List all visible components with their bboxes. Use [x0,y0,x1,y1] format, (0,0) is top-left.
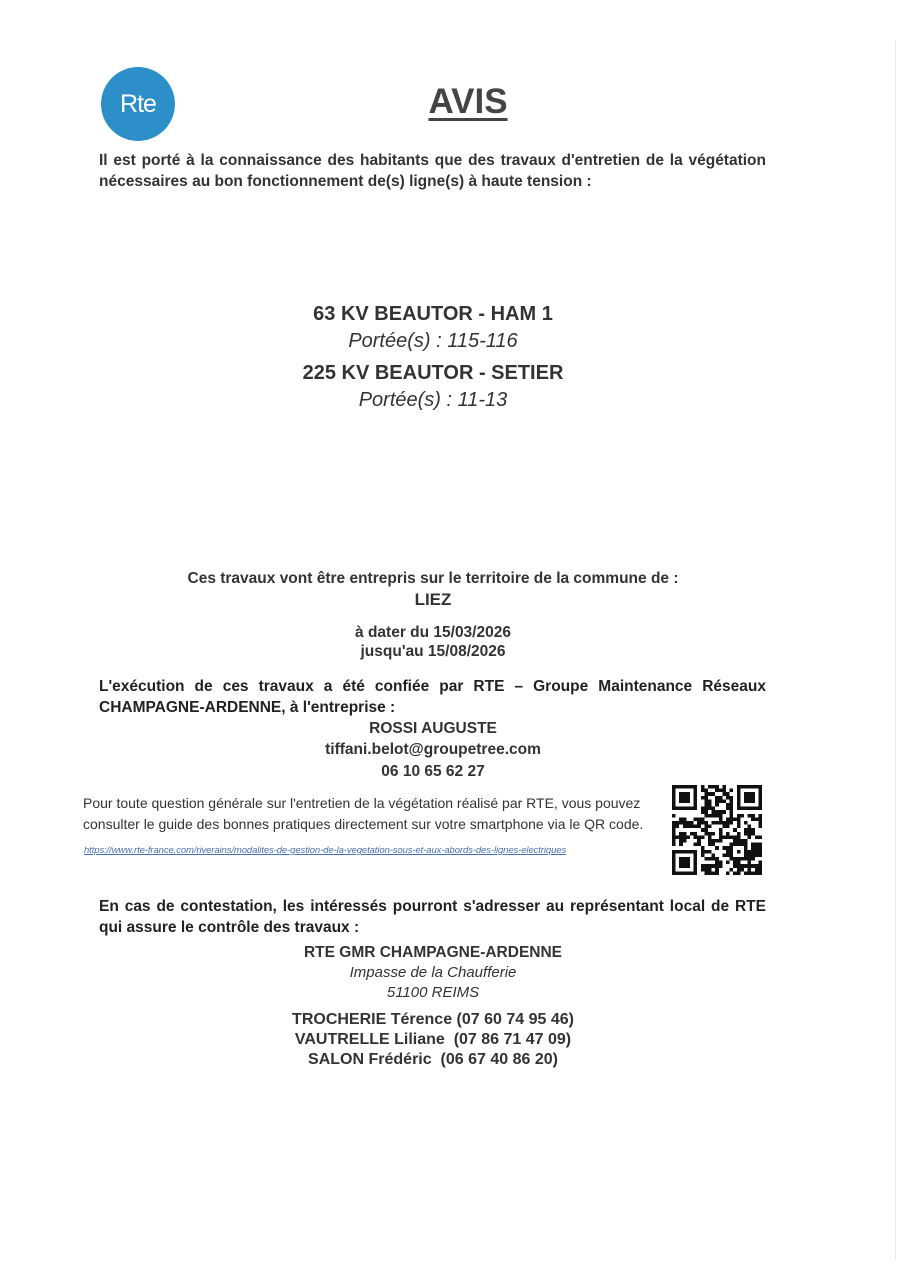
date-to: jusqu'au 15/08/2026 [360,643,506,660]
territory-text: Ces travaux vont être entrepris sur le territoire de la commune de : [187,570,679,587]
date-from: à dater du 15/03/2026 [355,624,511,641]
contact-1: TROCHERIE Térence (07 60 74 95 46) [292,1011,574,1028]
scan-edge-line [895,40,896,1260]
representative-address-2: 51100 REIMS [386,984,480,1001]
company-name: ROSSI AUGUSTE [369,720,497,737]
execution-paragraph: L'exécution de ces travaux a été confiée par RTE – Groupe Maintenance Réseaux CHAMPAGNE-ARDENNE, à l'entreprise : [99,678,766,716]
company-email: tiffani.belot@groupetree.com [325,741,541,758]
line-spans-1: Portée(s) : 115-116 [348,330,518,352]
company-phone: 06 10 65 62 27 [381,763,485,780]
line-spans-2: Portée(s) : 11-13 [358,389,508,411]
representative-address-1: Impasse de la Chaufferie [349,964,517,981]
line-name-2: 225 KV BEAUTOR - SETIER [302,362,564,384]
contact-3: SALON Frédéric (06 67 40 86 20) [308,1051,558,1068]
line-name-1: 63 KV BEAUTOR - HAM 1 [313,303,553,325]
notice-title: AVIS [428,82,508,121]
contact-2: VAUTRELLE Liliane (07 86 71 47 09) [294,1031,572,1048]
intro-paragraph: Il est porté à la connaissance des habitants que des travaux d'entretien de la végétation nécessaires au bon fonctionnement de(s) ligne(s) à haute tension : [99,152,766,190]
qr-guide-text: Pour toute question générale sur l'entretien de la végétation réalisé par RTE, vous pouvez consulter le guide des bonnes pratiques directement sur votre smartphone via le QR code. [83,795,644,832]
representative-name: RTE GMR CHAMPAGNE-ARDENNE [303,944,563,961]
rte-logo-text: Rte [120,89,156,118]
commune-name: LIEZ [414,590,452,609]
guide-link[interactable]: https://www.rte-france.com/riverains/modalites-de-gestion-de-la-vegetation-sous-et-aux-abords-des-lignes-electriques [84,845,567,856]
contest-paragraph: En cas de contestation, les intéressés pourront s'adresser au représentant local de RTE qui assure le contrôle des travaux : [99,898,766,936]
qr-code-icon[interactable] [672,785,762,875]
